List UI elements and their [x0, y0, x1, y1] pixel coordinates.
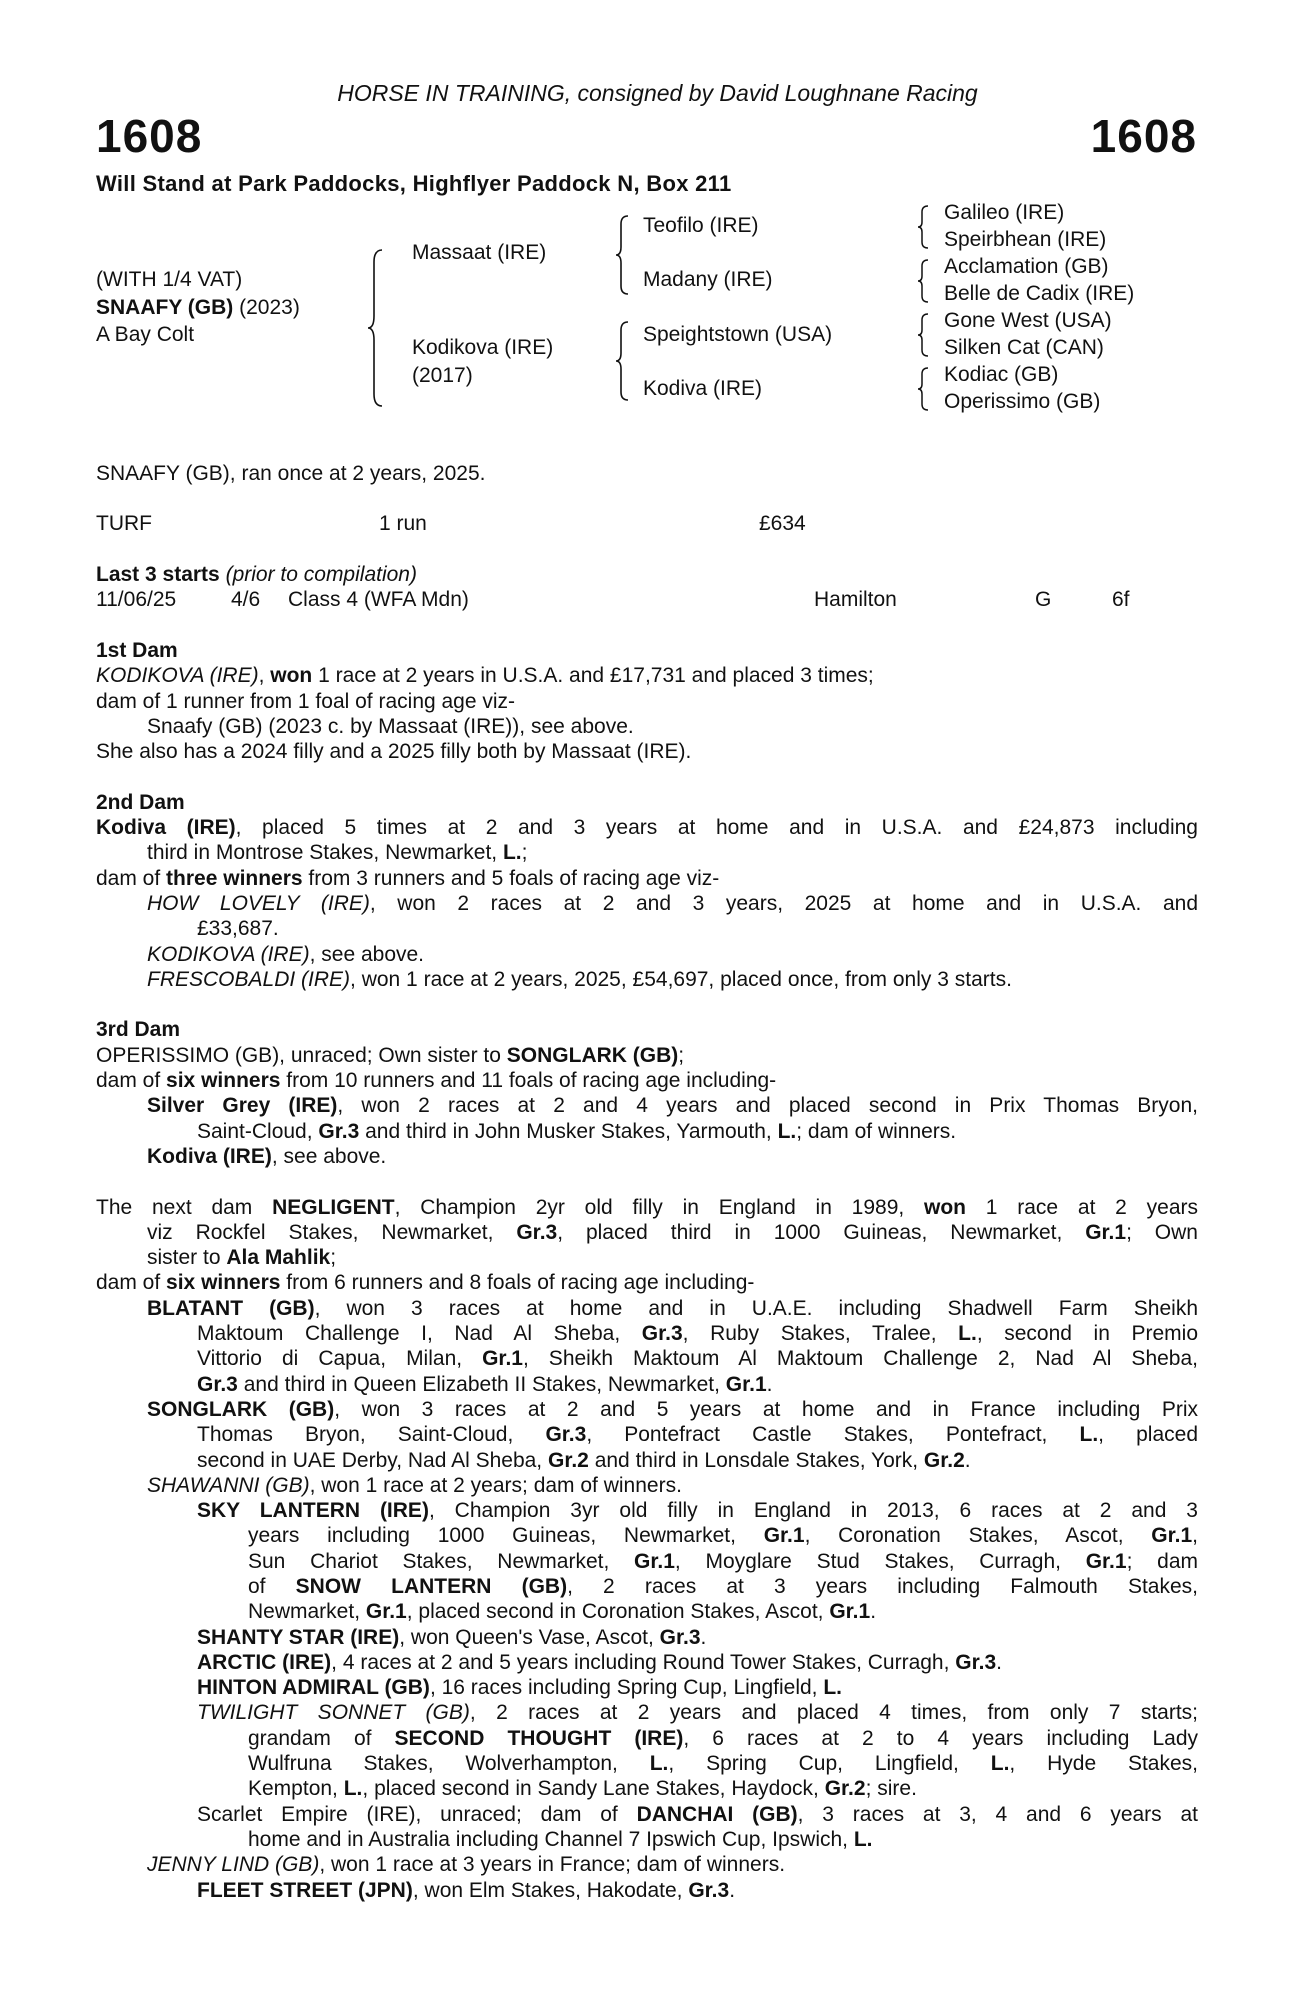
text-line [96, 942, 1198, 967]
text-segment: Wulfruna Stakes, Wolverhampton, [248, 1752, 650, 1776]
text-line [96, 1473, 1198, 1498]
italic-text: FRESCOBALDI (IRE) [147, 967, 351, 991]
family-notes [96, 638, 1198, 1903]
bold-text: Gr.3 [516, 1220, 558, 1244]
text-segment: ; [521, 841, 528, 865]
italic-text: JENNY LIND (GB) [147, 1853, 320, 1877]
text-segment: Vittorio di Capua, Milan, [197, 1347, 483, 1371]
lot-number-left: 1608 [96, 110, 203, 162]
text-segment: home and in Australia including Channel 7 Ipswich Cup, Ipswich, [248, 1827, 854, 1851]
bold-text: ARCTIC (IRE) [197, 1650, 332, 1674]
last-starts-note: (prior to compilation) [225, 563, 417, 586]
text-line [96, 714, 1198, 739]
bold-text: Ala Mahlik [226, 1246, 331, 1270]
bold-text: BLATANT (GB) [147, 1296, 315, 1320]
bold-text: L. [958, 1322, 977, 1346]
grandsire-2: Speightstown (USA) [643, 323, 833, 346]
text-segment: ; dam [1126, 1549, 1198, 1573]
text-segment: , Coronation Stakes, Ascot, [804, 1524, 1152, 1548]
dam-section [96, 638, 1198, 764]
text-segment: third in Montrose Stakes, Newmarket, [147, 841, 503, 865]
text-segment: years including 1000 Guineas, Newmarket, [248, 1524, 764, 1548]
bold-text: Gr.3 [955, 1650, 997, 1674]
brace-dam-parents [614, 320, 632, 402]
vat-note: (WITH 1/4 VAT) [96, 268, 243, 291]
bold-text: SONGLARK (GB) [147, 1397, 335, 1421]
bold-text: SNOW LANTERN (GB) [295, 1574, 568, 1598]
text-line [96, 1827, 1198, 1852]
text-segment: . [870, 1600, 877, 1624]
bold-text: L. [823, 1676, 843, 1700]
text-line [96, 1599, 1198, 1624]
text-segment: Maktoum Challenge I, Nad Al Sheba, [197, 1322, 642, 1346]
text-segment: , 2 races at 3 years including Falmouth Stakes, [567, 1574, 1198, 1598]
text-line [96, 1321, 1198, 1346]
bold-text: DANCHAI (GB) [636, 1802, 798, 1826]
text-segment: , 16 races including Spring Cup, Lingfield, [429, 1676, 824, 1700]
text-segment: viz Rockfel Stakes, Newmarket, [147, 1220, 517, 1244]
text-segment: , 2 races at 2 years and placed 4 times, from only 7 starts; [469, 1701, 1198, 1725]
bold-text: Gr.3 [641, 1322, 683, 1346]
text-line [96, 1043, 1198, 1068]
text-segment: . [700, 1625, 707, 1649]
text-line [96, 1523, 1198, 1548]
text-line [96, 663, 1198, 688]
text-segment: , won Queen's Vase, Ascot, [399, 1625, 660, 1649]
text-line [96, 1195, 1198, 1220]
text-line [96, 815, 1198, 840]
start-race: Class 4 (WFA Mdn) [288, 588, 469, 611]
text-line [96, 1119, 1198, 1144]
text-segment: , 6 races at 2 to 4 years including Lady [683, 1726, 1198, 1750]
text-segment: from 3 runners and 5 foals of racing age viz- [302, 866, 720, 890]
text-line [96, 1346, 1198, 1371]
text-line [96, 1068, 1198, 1093]
bold-text: L. [649, 1752, 669, 1776]
text-segment: , won 1 race at 2 years; dam of winners. [309, 1473, 682, 1497]
text-segment: of [248, 1574, 296, 1598]
text-segment: . [964, 1448, 971, 1472]
text-line [96, 1650, 1198, 1675]
bold-text: L. [853, 1827, 873, 1851]
text-line [96, 1574, 1198, 1599]
text-line [96, 840, 1198, 865]
text-line [96, 1296, 1198, 1321]
text-line [96, 1220, 1198, 1245]
bold-text: Gr.3 [659, 1625, 701, 1649]
text-line [96, 1751, 1198, 1776]
section-heading: 2nd Dam [96, 790, 185, 814]
record-earnings: £634 [759, 512, 806, 535]
text-line [96, 1498, 1198, 1523]
brace-g3-3 [916, 312, 932, 358]
text-segment: dam of [96, 1069, 167, 1093]
text-line [96, 739, 1198, 764]
text-line [96, 916, 1198, 941]
bold-text: Gr.1 [725, 1372, 767, 1396]
record-surface: TURF [96, 512, 152, 535]
bold-text: SECOND THOUGHT (IRE) [394, 1726, 684, 1750]
bold-text: FLEET STREET (JPN) [197, 1878, 413, 1902]
bold-text: Gr.3 [318, 1119, 360, 1143]
start-course: Hamilton [814, 588, 897, 611]
text-line [96, 1372, 1198, 1397]
text-segment: 1 race at 2 years [966, 1195, 1198, 1219]
text-segment: , [258, 664, 271, 688]
italic-text: HOW LOVELY (IRE) [147, 891, 370, 915]
record-runs: 1 run [379, 512, 427, 535]
text-segment: dam of 1 runner from 1 foal of racing age viz- [96, 689, 516, 713]
text-segment: The next dam [96, 1195, 273, 1219]
text-line [96, 1397, 1198, 1422]
lot-number-right: 1608 [1090, 110, 1197, 162]
text-segment: , 4 races at 2 and 5 years including Round Tower Stakes, Curragh, [331, 1650, 956, 1674]
granddam-2: Kodiva (IRE) [643, 377, 763, 400]
text-segment: Thomas Bryon, Saint-Cloud, [197, 1423, 546, 1447]
last-starts-heading [96, 562, 417, 588]
text-segment: , Champion 3yr old filly in England in 2013, 6 races at 2 and 3 [428, 1499, 1198, 1523]
bold-text: Gr.1 [763, 1524, 805, 1548]
text-segment: Saint-Cloud, [197, 1119, 319, 1143]
stand-location: Will Stand at Park Paddocks, Highflyer Paddock N, Box 211 [96, 171, 732, 196]
bold-text: L. [1079, 1423, 1099, 1447]
ancestor: Kodiac (GB) [944, 363, 1059, 386]
text-segment: , won 2 races at 2 and 3 years, 2025 at home and in U.S.A. and [369, 891, 1198, 915]
text-segment: from 6 runners and 8 foals of racing age including- [280, 1271, 755, 1295]
start-position: 4/6 [231, 588, 261, 611]
text-segment: Snaafy (GB) (2023 c. by Massaat (IRE)), see above. [147, 714, 634, 738]
grandsire-1: Teofilo (IRE) [643, 214, 759, 237]
bold-text: NEGLIGENT [272, 1195, 395, 1219]
text-line [96, 1802, 1198, 1827]
brace-gen1 [366, 248, 386, 408]
bold-text: L. [777, 1119, 797, 1143]
horse-name-line [96, 295, 300, 321]
bold-text: Gr.2 [923, 1448, 965, 1472]
text-segment: , won 3 races at home and in U.A.E. including Shadwell Farm Sheikh [314, 1296, 1199, 1320]
dam-section [96, 1195, 1198, 1903]
text-segment: OPERISSIMO (GB), unraced; Own sister to [96, 1043, 507, 1067]
text-segment: , [1192, 1524, 1198, 1548]
text-line [96, 1675, 1198, 1700]
text-segment: £33,687. [197, 917, 279, 941]
text-segment: ; [678, 1043, 685, 1067]
text-line [96, 891, 1198, 916]
bold-text: Gr.1 [1085, 1220, 1127, 1244]
text-line [96, 1776, 1198, 1801]
bold-text: won [924, 1195, 967, 1219]
bold-text: L. [990, 1752, 1010, 1776]
start-date: 11/06/25 [96, 588, 177, 611]
horse-description: A Bay Colt [96, 323, 195, 346]
bold-text: SHANTY STAR (IRE) [197, 1625, 400, 1649]
text-line [96, 866, 1198, 891]
sire: Massaat (IRE) [412, 241, 547, 264]
ancestor: Acclamation (GB) [944, 255, 1109, 278]
dam-section [96, 1017, 1198, 1169]
section-heading: 1st Dam [96, 639, 178, 662]
catalogue-title: HORSE IN TRAINING, consigned by David Loughnane Racing [337, 80, 978, 106]
text-line [96, 1245, 1198, 1270]
text-segment: second in UAE Derby, Nad Al Sheba, [197, 1448, 548, 1472]
text-segment: , won 1 race at 2 years, 2025, £54,697, placed once, from only 3 starts. [350, 967, 1012, 991]
text-line [96, 1852, 1198, 1877]
text-segment: , Sheikh Maktoum Al Maktoum Challenge 2, Nad Al Sheba, [522, 1347, 1198, 1371]
section-heading: 3rd Dam [96, 1018, 181, 1042]
text-segment: . [766, 1372, 773, 1396]
start-distance: 6f [1112, 588, 1130, 611]
race-summary: SNAAFY (GB), ran once at 2 years, 2025. [96, 462, 486, 485]
bold-text: six winners [166, 1069, 281, 1093]
text-segment: , 3 races at 3, 4 and 6 years at [797, 1802, 1198, 1826]
text-segment: Sun Chariot Stakes, Newmarket, [248, 1549, 635, 1573]
bold-text: Gr.1 [1151, 1524, 1193, 1548]
bold-text: SONGLARK (GB) [506, 1043, 679, 1067]
bold-text: Gr.2 [547, 1448, 589, 1472]
text-line [96, 1093, 1198, 1118]
italic-text: SHAWANNI (GB) [147, 1473, 310, 1497]
text-segment: ; [330, 1246, 337, 1270]
text-segment: , see above. [271, 1144, 387, 1168]
bold-text: L. [502, 841, 522, 865]
brace-g3-1 [916, 204, 932, 250]
bold-text: Kodiva (IRE) [96, 816, 236, 840]
text-segment: ; dam of winners. [796, 1119, 957, 1143]
bold-text: Gr.2 [824, 1777, 866, 1801]
bold-text: Silver Grey (IRE) [147, 1094, 338, 1118]
text-segment: 1 race at 2 years in U.S.A. and £17,731 and placed 3 times; [312, 664, 874, 688]
text-segment: , placed third in 1000 Guineas, Newmarket, [557, 1220, 1086, 1244]
text-segment: , second in Premio [976, 1322, 1199, 1346]
brace-g3-2 [916, 258, 932, 304]
text-segment: , placed [1098, 1423, 1198, 1447]
text-segment: grandam of [248, 1726, 395, 1750]
text-line [96, 1625, 1198, 1650]
italic-text: TWILIGHT SONNET (GB) [197, 1701, 470, 1725]
text-segment: dam of [96, 866, 167, 890]
text-line [96, 1422, 1198, 1447]
text-line [96, 1549, 1198, 1574]
text-segment: , Ruby Stakes, Tralee, [682, 1322, 959, 1346]
text-segment: . [996, 1650, 1002, 1674]
text-segment: , Spring Cup, Lingfield, [668, 1752, 991, 1776]
text-line [96, 967, 1198, 992]
text-segment: dam of [96, 1271, 167, 1295]
text-line [96, 1448, 1198, 1473]
granddam-1: Madany (IRE) [643, 268, 773, 291]
dam-section [96, 790, 1198, 992]
dam: Kodikova (IRE) [412, 336, 554, 359]
bold-text: six winners [166, 1271, 281, 1295]
text-segment: , won 2 races at 2 and 4 years and placed second in Prix Thomas Bryon, [337, 1094, 1198, 1118]
text-segment: and third in John Musker Stakes, Yarmouth, [359, 1119, 778, 1143]
text-line [96, 689, 1198, 714]
ancestor: Galileo (IRE) [944, 201, 1065, 224]
bold-text: Gr.1 [1085, 1549, 1127, 1573]
text-segment: ; Own [1126, 1220, 1198, 1244]
ancestor: Gone West (USA) [944, 309, 1112, 332]
text-segment: , placed second in Coronation Stakes, Ascot, [406, 1600, 830, 1624]
text-segment: from 10 runners and 11 foals of racing age including- [280, 1069, 777, 1093]
ancestor: Silken Cat (CAN) [944, 336, 1104, 359]
text-segment: ; sire. [865, 1777, 917, 1801]
bold-text: won [270, 664, 313, 688]
bold-text: Gr.3 [197, 1372, 238, 1396]
bold-text: Gr.1 [482, 1347, 523, 1371]
text-segment: , placed 5 times at 2 and 3 years at home and in U.S.A. and £24,873 including [235, 816, 1198, 840]
text-line [96, 1700, 1198, 1725]
brace-g3-4 [916, 366, 932, 412]
bold-text: Gr.1 [365, 1600, 407, 1624]
text-segment: , Champion 2yr old filly in England in 1989, [394, 1195, 925, 1219]
text-segment: Scarlet Empire (IRE), unraced; dam of [197, 1802, 637, 1826]
ancestor: Speirbhean (IRE) [944, 228, 1107, 251]
horse-year: (2023) [239, 296, 300, 319]
text-line [96, 1726, 1198, 1751]
text-segment: sister to [147, 1246, 227, 1270]
text-segment: Kempton, [248, 1777, 344, 1801]
text-segment: , Hyde Stakes, [1009, 1752, 1199, 1776]
last-starts-title: Last 3 starts [96, 563, 220, 586]
bold-text: Gr.3 [545, 1423, 587, 1447]
ancestor: Operissimo (GB) [944, 390, 1101, 413]
text-segment: , Moyglare Stud Stakes, Curragh, [674, 1549, 1086, 1573]
text-segment: , see above. [309, 942, 425, 966]
text-segment: , won 1 race at 3 years in France; dam of winners. [319, 1853, 786, 1877]
brace-sire-parents [614, 214, 632, 296]
text-segment: She also has a 2024 filly and a 2025 filly both by Massaat (IRE). [96, 740, 692, 764]
start-going: G [1035, 588, 1052, 611]
italic-text: KODIKOVA (IRE) [96, 664, 259, 688]
horse-name: SNAAFY (GB) [96, 296, 234, 319]
text-line [96, 1270, 1198, 1295]
bold-text: Gr.1 [829, 1600, 871, 1624]
text-segment: . [729, 1878, 736, 1902]
text-line [96, 1144, 1198, 1169]
text-segment: , placed second in Sandy Lane Stakes, Haydock, [362, 1777, 825, 1801]
text-segment: Newmarket, [248, 1600, 366, 1624]
text-segment: , Pontefract Castle Stakes, Pontefract, [586, 1423, 1080, 1447]
text-segment: , won Elm Stakes, Hakodate, [412, 1878, 689, 1902]
bold-text: Gr.1 [634, 1549, 675, 1573]
bold-text: three winners [166, 866, 303, 890]
bold-text: HINTON ADMIRAL (GB) [197, 1676, 430, 1700]
bold-text: Gr.3 [688, 1878, 730, 1902]
bold-text: Kodiva (IRE) [147, 1144, 272, 1168]
dam-year: (2017) [412, 364, 473, 387]
italic-text: KODIKOVA (IRE) [147, 942, 310, 966]
bold-text: SKY LANTERN (IRE) [197, 1499, 429, 1523]
ancestor: Belle de Cadix (IRE) [944, 282, 1135, 305]
bold-text: L. [343, 1777, 363, 1801]
text-line [96, 1878, 1198, 1903]
text-segment: and third in Lonsdale Stakes, York, [588, 1448, 924, 1472]
text-segment: , won 3 races at 2 and 5 years at home and in France including Prix [334, 1397, 1198, 1421]
text-segment: and third in Queen Elizabeth II Stakes, Newmarket, [237, 1372, 726, 1396]
